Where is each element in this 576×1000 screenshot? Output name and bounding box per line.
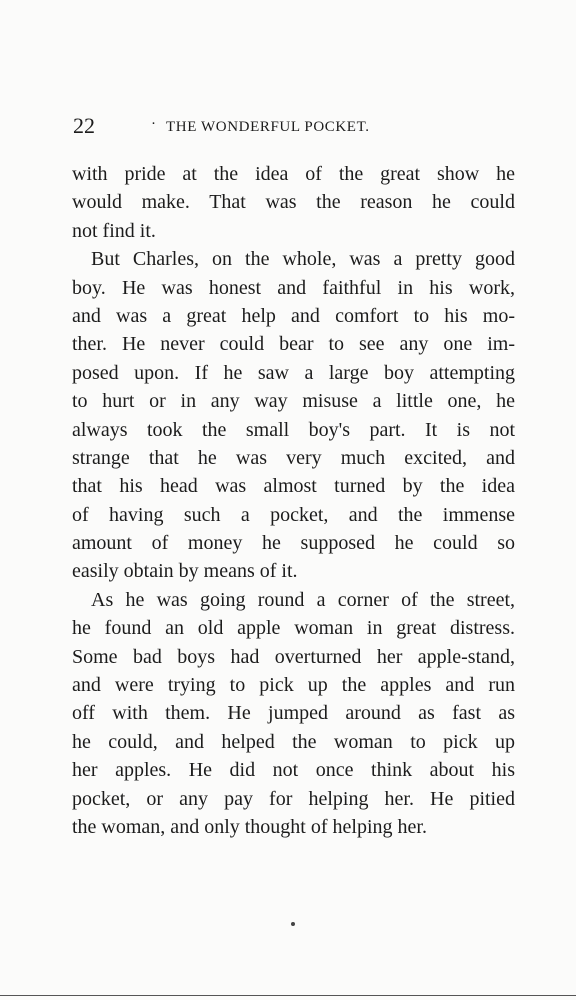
text-line: he could, and helped the woman to pick up xyxy=(72,730,515,753)
text-line: of having such a pocket, and the immense xyxy=(72,503,515,526)
text-line: ther. He never could bear to see any one im- xyxy=(72,333,515,356)
page-bottom-edge xyxy=(0,995,576,996)
page-number: 22 xyxy=(73,113,95,138)
body-text xyxy=(72,160,515,841)
text-line: Some bad boys had overturned her apple-stand, xyxy=(72,645,515,668)
page-header xyxy=(73,113,513,139)
text-line: would make. That was the reason he could xyxy=(72,191,515,214)
text-line: off with them. He jumped around as fast as xyxy=(72,702,515,725)
text-line: As he was going round a corner of the street, xyxy=(91,588,515,611)
text-line: her apples. He did not once think about his xyxy=(72,759,515,782)
text-line: always took the small boy's part. It is not xyxy=(72,418,515,441)
paragraph-3 xyxy=(72,586,515,842)
text-line: the woman, and only thought of helping her. xyxy=(72,815,427,838)
paragraph-1 xyxy=(72,160,515,245)
text-line: with pride at the idea of the great show he xyxy=(72,163,515,185)
text-line: that his head was almost turned by the idea xyxy=(72,475,515,498)
text-line: he found an old apple woman in great distress. xyxy=(72,617,515,640)
text-line: not find it. xyxy=(72,219,156,242)
text-line: pocket, or any pay for helping her. He pitied xyxy=(72,787,515,810)
text-line: and was a great help and comfort to his mo- xyxy=(72,304,515,327)
text-line: easily obtain by means of it. xyxy=(72,560,298,583)
text-line: to hurt or in any way misuse a little one, he xyxy=(72,390,515,413)
running-head-text: THE WONDERFUL POCKET. xyxy=(166,119,370,135)
paragraph-2 xyxy=(72,245,515,586)
text-line: posed upon. If he saw a large boy attempting xyxy=(72,361,515,384)
text-line: strange that he was very much excited, and xyxy=(72,446,515,469)
text-line: boy. He was honest and faithful in his work, xyxy=(72,276,515,299)
text-line: and were trying to pick up the apples and run xyxy=(72,674,515,697)
header-speck: · xyxy=(151,116,157,132)
ink-speck xyxy=(291,922,295,926)
text-line: But Charles, on the whole, was a pretty good xyxy=(91,248,515,271)
running-head xyxy=(151,116,370,138)
text-line: amount of money he supposed he could so xyxy=(72,532,515,555)
